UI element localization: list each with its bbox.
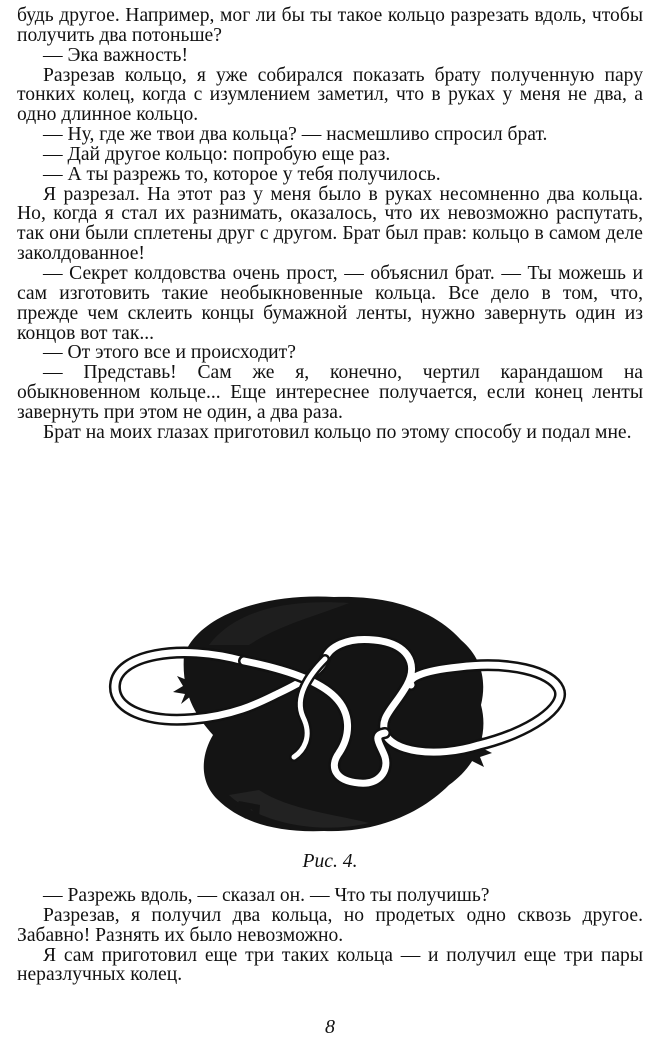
paragraph: Я сам приготовил еще три таких кольца — и получил еще три пары неразлучных колец. <box>17 944 643 986</box>
paragraph: — Представь! Сам же я, конечно, чертил карандашом на обыкновенном кольце... Еще интереснее получается, если конец ленты завернуть при этом не один, а два раза. <box>17 362 643 423</box>
paragraph: Брат на моих глазах приготовил кольцо по этому способу и подал мне. <box>43 421 632 443</box>
paragraph: — А ты разрежь то, которое у тебя получилось. <box>43 163 441 185</box>
paragraph: Я разрезал. На этот раз у меня было в руках несомненно два кольца. Но, когда я стал их разнимать, оказалось, что их невозможно распутать, так они были сплетены друг с другом. Брат был прав: кольцо в самом деле заколдованное! <box>17 183 643 265</box>
paragraph: Разрезав кольцо, я уже собирался показать брату полученную пару тонких колец, когда с изумлением заметил, что в руках у меня не два, а одно длинное кольцо. <box>17 64 643 126</box>
paragraph: — Разрежь вдоль, — сказал он. — Что ты получишь? <box>43 885 490 906</box>
figure-ring-illustration <box>89 585 589 845</box>
twisted-ring-illustration <box>89 585 589 845</box>
book-page <box>17 0 643 1052</box>
page-number: 8 <box>325 1016 335 1038</box>
paragraph: — Секрет колдовства очень прост, — объяснил брат. — Ты можешь и сам изготовить такие необыкновенные кольца. Все дело в том, что, прежде чем склеить концы бумажной ленты, нужно завернуть один из концов вот так... <box>17 262 643 344</box>
paragraph: — Ну, где же твои два кольца? — насмешливо спросил брат. <box>43 124 548 146</box>
text-block-top <box>17 6 643 443</box>
paragraph: — От этого все и происходит? <box>43 342 296 364</box>
paragraph: — Эка важность! <box>43 44 188 66</box>
text-block-bottom <box>17 886 643 985</box>
figure-caption: Рис. 4. <box>302 851 358 872</box>
paragraph: — Дай другое кольцо: попробую еще раз. <box>43 143 391 165</box>
paragraph: Разрезав, я получил два кольца, но продетых одно сквозь другое. Забавно! Разнять их было невозможно. <box>17 904 643 946</box>
paragraph: будь другое. Например, мог ли бы ты такое кольцо разрезать вдоль, чтобы получить два потоньше? <box>17 5 643 46</box>
